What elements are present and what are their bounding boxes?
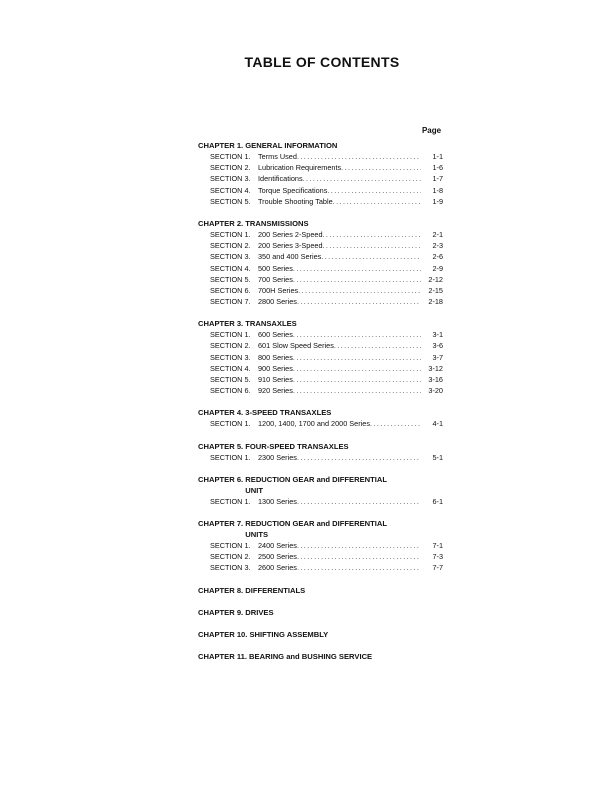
page-title: TABLE OF CONTENTS [244, 54, 400, 70]
section-label: SECTION 4. [210, 263, 251, 273]
section-title: 700 Series [258, 274, 293, 284]
section-row[interactable] [198, 251, 443, 262]
section-title: 2600 Series [258, 563, 297, 573]
table-of-contents [198, 140, 443, 662]
dot-leader [293, 274, 421, 285]
section-label: SECTION 1. [210, 419, 251, 429]
section-title: 800 Series [258, 352, 293, 362]
section-title: Terms Used [258, 152, 297, 161]
section-row[interactable] [198, 562, 443, 573]
section-title: 500 Series [258, 263, 293, 273]
section-page: 7-3 [432, 552, 443, 562]
dot-leader [298, 285, 421, 296]
section-page: 1-7 [432, 174, 443, 184]
section-label: SECTION 6. [210, 285, 251, 295]
dot-leader [293, 374, 421, 385]
section-row[interactable] [198, 151, 443, 162]
dot-leader [297, 296, 421, 307]
dot-leader [293, 263, 421, 274]
section-title: 700H Series [258, 285, 299, 295]
chapter-block [198, 474, 443, 507]
section-page: 1-9 [432, 196, 443, 206]
section-label: SECTION 3. [210, 252, 251, 262]
dot-leader [297, 151, 421, 162]
section-title: 200 Series 2-Speed [258, 229, 323, 239]
section-title: 910 Series [258, 375, 293, 384]
section-row[interactable] [198, 374, 443, 385]
section-page: 2-6 [432, 252, 443, 262]
section-label: SECTION 5. [210, 274, 251, 284]
section-row[interactable] [198, 173, 443, 184]
dot-leader [297, 562, 421, 573]
chapter-block [198, 218, 443, 307]
section-page: 3-16 [428, 375, 443, 384]
section-label: SECTION 3. [210, 174, 251, 184]
section-page: 1-6 [432, 163, 443, 173]
section-title: 920 Series [258, 386, 293, 396]
chapter-heading: CHAPTER 3. TRANSAXLES [198, 319, 297, 329]
chapter-heading [198, 518, 443, 540]
section-label: SECTION 6. [210, 386, 251, 396]
section-label: SECTION 2. [210, 163, 251, 173]
section-row[interactable] [198, 196, 443, 207]
dot-leader [323, 229, 422, 240]
section-row[interactable] [198, 540, 443, 551]
section-label: SECTION 5. [210, 196, 251, 206]
section-label: SECTION 3. [210, 563, 251, 573]
chapter-number: CHAPTER 6. [198, 474, 246, 484]
section-row[interactable] [198, 418, 443, 429]
section-page: 1-1 [432, 152, 443, 161]
section-page: 3-20 [428, 386, 443, 396]
section-title: Lubrication Requirements [258, 163, 342, 173]
section-row[interactable] [198, 496, 443, 507]
section-row[interactable] [198, 263, 443, 274]
section-label: SECTION 1. [210, 452, 251, 462]
section-title: 900 Series [258, 363, 293, 373]
section-row[interactable] [198, 296, 443, 307]
section-page: 3-1 [432, 330, 443, 340]
dot-leader [293, 329, 421, 340]
dot-leader [333, 196, 421, 207]
chapter-block [198, 318, 443, 396]
dot-leader [293, 352, 421, 363]
section-title: 2300 Series [258, 452, 297, 462]
section-label: SECTION 7. [210, 297, 251, 307]
section-row[interactable] [198, 162, 443, 173]
section-title: 601 Slow Speed Series [258, 341, 334, 351]
dot-leader [370, 418, 421, 429]
dot-leader [297, 452, 421, 463]
section-row[interactable] [198, 229, 443, 240]
section-page: 2-18 [428, 297, 443, 307]
section-label: SECTION 1. [210, 330, 251, 340]
dot-leader [341, 162, 421, 173]
section-title: 1200, 1400, 1700 and 2000 Series [258, 419, 370, 429]
chapter-heading[interactable]: CHAPTER 11. BEARING and BUSHING SERVICE [198, 651, 373, 661]
chapter-heading[interactable]: CHAPTER 8. DIFFERENTIALS [198, 585, 306, 595]
section-title: Identifications [258, 174, 303, 184]
section-row[interactable] [198, 274, 443, 285]
section-title: 2800 Series [258, 297, 297, 307]
section-page: 3-12 [428, 363, 443, 373]
section-row[interactable] [198, 363, 443, 374]
dot-leader [334, 340, 421, 351]
section-page: 3-6 [432, 341, 443, 351]
section-page: 2-3 [432, 241, 443, 251]
section-page: 2-15 [428, 285, 443, 295]
section-title: 1300 Series [258, 496, 297, 506]
section-label: SECTION 2. [210, 552, 251, 562]
section-title: Torque Specifications [258, 185, 328, 195]
dot-leader [293, 363, 421, 374]
section-title: 2400 Series [258, 540, 297, 550]
dot-leader [323, 240, 422, 251]
section-row[interactable] [198, 385, 443, 396]
dot-leader [293, 385, 421, 396]
section-page: 4-1 [432, 419, 443, 429]
chapter-number: CHAPTER 7. [198, 518, 246, 528]
chapter-title: REDUCTION GEAR and DIFFERENTIAL UNITS [245, 518, 387, 539]
section-page: 2-1 [432, 229, 443, 239]
chapter-title: REDUCTION GEAR and DIFFERENTIAL UNIT [245, 474, 387, 495]
section-title: 200 Series 3-Speed [258, 241, 323, 251]
section-label: SECTION 2. [210, 341, 251, 351]
chapter-heading: CHAPTER 5. FOUR-SPEED TRANSAXLES [198, 441, 349, 451]
section-label: SECTION 5. [210, 375, 251, 384]
section-title: 2500 Series [258, 552, 297, 562]
dot-leader [297, 540, 421, 551]
section-page: 3-7 [432, 352, 443, 362]
section-label: SECTION 1. [210, 229, 251, 239]
dot-leader [321, 251, 421, 262]
page-column-header: Page [421, 126, 442, 135]
section-row[interactable] [198, 452, 443, 463]
section-title: 600 Series [258, 330, 293, 340]
section-title: 350 and 400 Series [258, 252, 322, 262]
section-label: SECTION 4. [210, 185, 251, 195]
chapter-heading[interactable]: CHAPTER 9. DRIVES [198, 607, 274, 617]
section-page: 6-1 [432, 496, 443, 506]
section-label: SECTION 3. [210, 352, 251, 362]
section-row[interactable] [198, 551, 443, 562]
section-label: SECTION 4. [210, 363, 251, 373]
section-row[interactable] [198, 329, 443, 340]
section-label: SECTION 2. [210, 241, 251, 251]
section-page: 7-7 [432, 563, 443, 573]
dot-leader [327, 185, 421, 196]
section-label: SECTION 1. [210, 152, 251, 161]
section-title: Trouble Shooting Table [258, 196, 333, 206]
chapter-block [198, 441, 443, 463]
chapter-heading: CHAPTER 1. GENERAL INFORMATION [198, 141, 338, 150]
dot-leader [303, 173, 421, 184]
chapter-heading: CHAPTER 4. 3-SPEED TRANSAXLES [198, 408, 332, 418]
section-label: SECTION 1. [210, 540, 251, 550]
section-page: 2-12 [428, 274, 443, 284]
section-page: 7-1 [432, 540, 443, 550]
dot-leader [297, 496, 421, 507]
section-row[interactable] [198, 340, 443, 351]
chapter-block [198, 407, 443, 429]
section-row[interactable] [198, 185, 443, 196]
section-row[interactable] [198, 240, 443, 251]
section-row[interactable] [198, 285, 443, 296]
section-page: 5-1 [432, 452, 443, 462]
section-label: SECTION 1. [210, 496, 251, 506]
chapter-block [198, 518, 443, 574]
chapter-heading: CHAPTER 2. TRANSMISSIONS [198, 218, 309, 228]
chapter-heading [198, 474, 443, 496]
section-page: 1-8 [432, 185, 443, 195]
chapter-heading[interactable]: CHAPTER 10. SHIFTING ASSEMBLY [198, 629, 329, 639]
dot-leader [297, 551, 421, 562]
section-row[interactable] [198, 352, 443, 363]
chapter-block [198, 140, 443, 207]
section-page: 2-9 [432, 263, 443, 273]
